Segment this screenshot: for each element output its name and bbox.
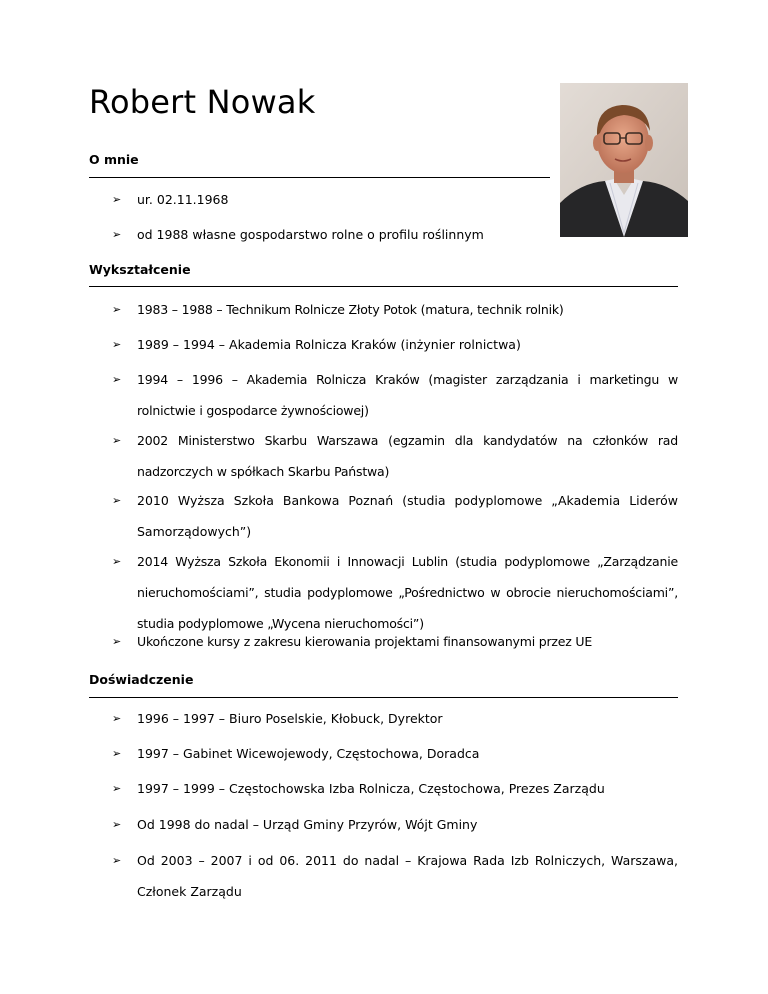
list-item-text: 2014 Wyższa Szkoła Ekonomii i Innowacji Lublin (studia podyplomowe „Zarządzanie nieruchomościami”, studia podyplomowe „Pośrednictwo w obrocie nieruchomościami”, studia podyplomowe „Wycena nieruchomości”): [137, 554, 678, 631]
portrait-image: [560, 83, 688, 237]
arrow-bullet-icon: ➢: [112, 635, 122, 648]
list-item: [112, 329, 678, 360]
list-item-text: 1997 – 1999 – Częstochowska Izba Rolnicza, Częstochowa, Prezes Zarządu: [137, 781, 605, 796]
arrow-bullet-icon: ➢: [112, 854, 122, 867]
section-divider: [89, 177, 550, 178]
list-item: [112, 219, 532, 250]
list-item: [112, 703, 678, 734]
list-item-text: 1989 – 1994 – Akademia Rolnicza Kraków (inżynier rolnictwa): [137, 337, 521, 352]
section-title-education: Wykształcenie: [89, 262, 191, 277]
list-item-text: 1983 – 1988 – Technikum Rolnicze Złoty Potok (matura, technik rolnik): [137, 302, 564, 317]
list-item: [112, 294, 678, 325]
list-item: [112, 773, 678, 804]
list-item: [112, 738, 678, 769]
section-divider: [89, 286, 678, 287]
arrow-bullet-icon: ➢: [112, 303, 122, 316]
list-item: [112, 184, 532, 215]
arrow-bullet-icon: ➢: [112, 555, 122, 568]
arrow-bullet-icon: ➢: [112, 494, 122, 507]
arrow-bullet-icon: ➢: [112, 228, 122, 241]
arrow-bullet-icon: ➢: [112, 193, 122, 206]
section-title-experience: Doświadczenie: [89, 672, 194, 687]
list-item: [112, 485, 678, 547]
arrow-bullet-icon: ➢: [112, 338, 122, 351]
arrow-bullet-icon: ➢: [112, 373, 122, 386]
arrow-bullet-icon: ➢: [112, 818, 122, 831]
list-item-text: 2002 Ministerstwo Skarbu Warszawa (egzamin dla kandydatów na członków rad nadzorczych w spółkach Skarbu Państwa): [137, 433, 678, 479]
arrow-bullet-icon: ➢: [112, 434, 122, 447]
list-item: [112, 364, 678, 426]
person-name: Robert Nowak: [89, 83, 316, 121]
list-item-text: od 1988 własne gospodarstwo rolne o profilu roślinnym: [137, 227, 484, 242]
list-item-text: 2010 Wyższa Szkoła Bankowa Poznań (studia podyplomowe „Akademia Liderów Samorządowych”): [137, 493, 678, 539]
list-item-text: Ukończone kursy z zakresu kierowania projektami finansowanymi przez UE: [137, 634, 593, 649]
list-item-text: Od 1998 do nadal – Urząd Gminy Przyrów, Wójt Gminy: [137, 817, 478, 832]
list-item-text: 1996 – 1997 – Biuro Poselskie, Kłobuck, Dyrektor: [137, 711, 443, 726]
arrow-bullet-icon: ➢: [112, 712, 122, 725]
section-title-about: O mnie: [89, 152, 139, 167]
list-item: [112, 425, 678, 487]
arrow-bullet-icon: ➢: [112, 747, 122, 760]
list-item-text: 1994 – 1996 – Akademia Rolnicza Kraków (magister zarządzania i marketingu w rolnictwie i gospodarce żywnościowej): [137, 372, 678, 418]
section-divider: [89, 697, 678, 698]
list-item: [112, 809, 678, 840]
list-item-text: 1997 – Gabinet Wicewojewody, Częstochowa, Doradca: [137, 746, 480, 761]
arrow-bullet-icon: ➢: [112, 782, 122, 795]
portrait-photo: [560, 83, 688, 237]
list-item-text: Od 2003 – 2007 i od 06. 2011 do nadal – Krajowa Rada Izb Rolniczych, Warszawa, Członek Zarządu: [137, 853, 678, 899]
list-item-text: ur. 02.11.1968: [137, 192, 229, 207]
list-item: [112, 845, 678, 907]
list-item: [112, 626, 678, 657]
